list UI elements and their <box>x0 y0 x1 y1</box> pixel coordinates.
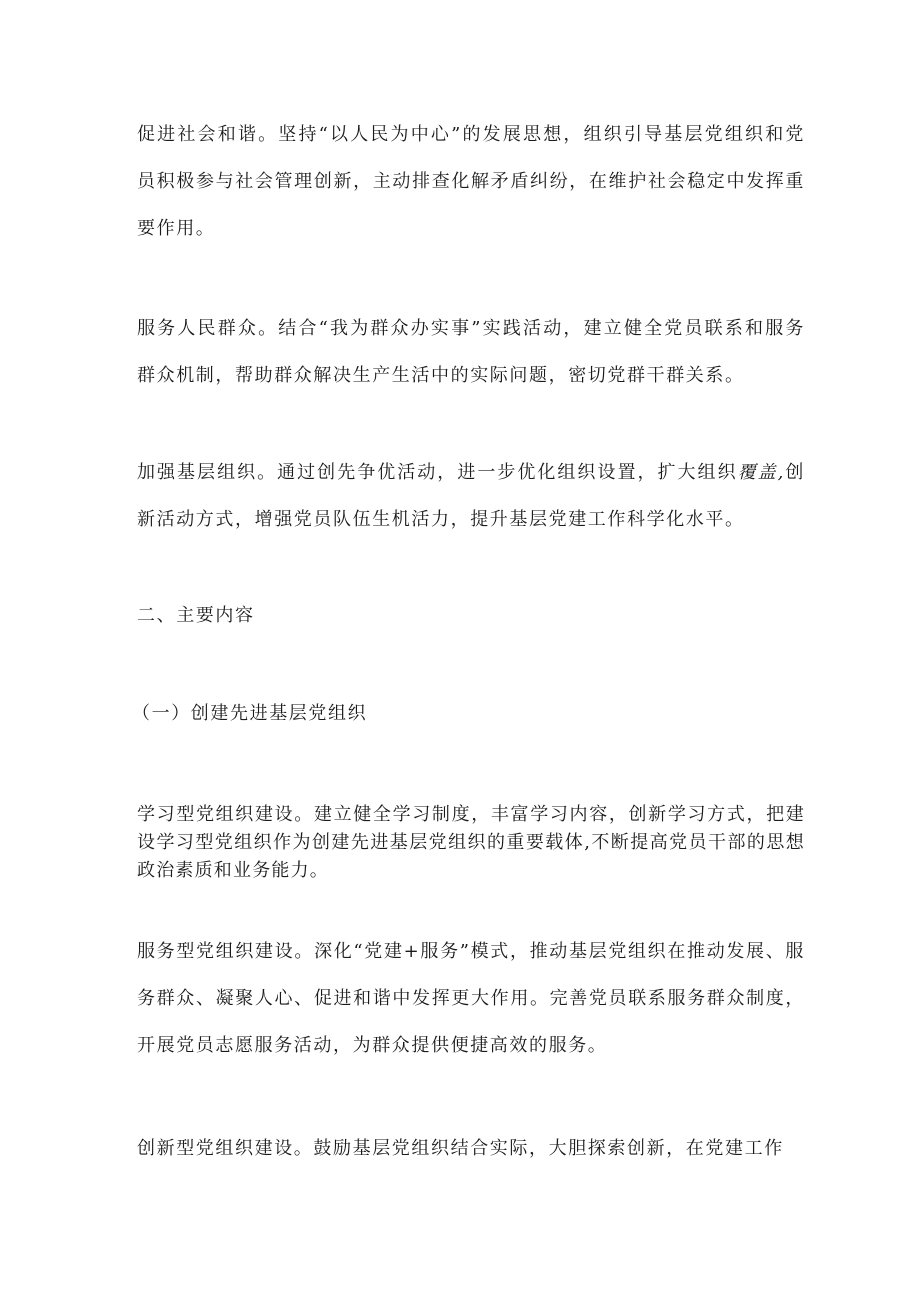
paragraph-serve-people: 服务人民群众。结合“我为群众办实事”实践活动，建立健全党员联系和服务群众机制，帮助群众解决生产生活中的实际问题，密切党群干群关系。 <box>137 318 805 386</box>
paragraph-strengthen-part-2: 创新活动方式，增强党员队伍生机活力，提升基层党建工作科学化水平。 <box>137 462 806 530</box>
paragraph-service-organization: 服务型党组织建设。深化“党建+服务”模式，推动基层党组织在推动发展、服务群众、凝聚人心、促进和谐中发挥更大作用。完善党员联系服务群众制度，开展党员志愿服务活动，为群众提供便捷高效的服务。 <box>137 941 805 1056</box>
paragraph-learning-organization: 学习型党组织建设。建立健全学习制度，丰富学习内容，创新学习方式，把建设学习型党组织作为创建先进基层党组织的重要载体,不断提高党员干部的思想政治素质和业务能力。 <box>137 804 805 881</box>
italic-word-fugai: 覆盖, <box>737 462 785 483</box>
paragraph-promote-harmony: 促进社会和谐。坚持“以人民为中心”的发展思想，组织引导基层党组织和党员积极参与社会管理创新，主动排查化解矛盾纠纷，在维护社会稳定中发挥重要作用。 <box>137 124 805 239</box>
section-heading-main-content: 二、主要内容 <box>137 605 255 626</box>
sub-heading-advanced-organization: （一）创建先进基层党组织 <box>132 703 368 724</box>
paragraph-innovative-organization: 创新型党组织建设。鼓励基层党组织结合实际，大胆探索创新，在党建工作 <box>137 1138 784 1159</box>
paragraph-strengthen-part-1: 加强基层组织。通过创先争优活动，进一步优化组织设置，扩大组织 <box>137 462 738 483</box>
paragraph-strengthen-organization <box>137 449 805 543</box>
